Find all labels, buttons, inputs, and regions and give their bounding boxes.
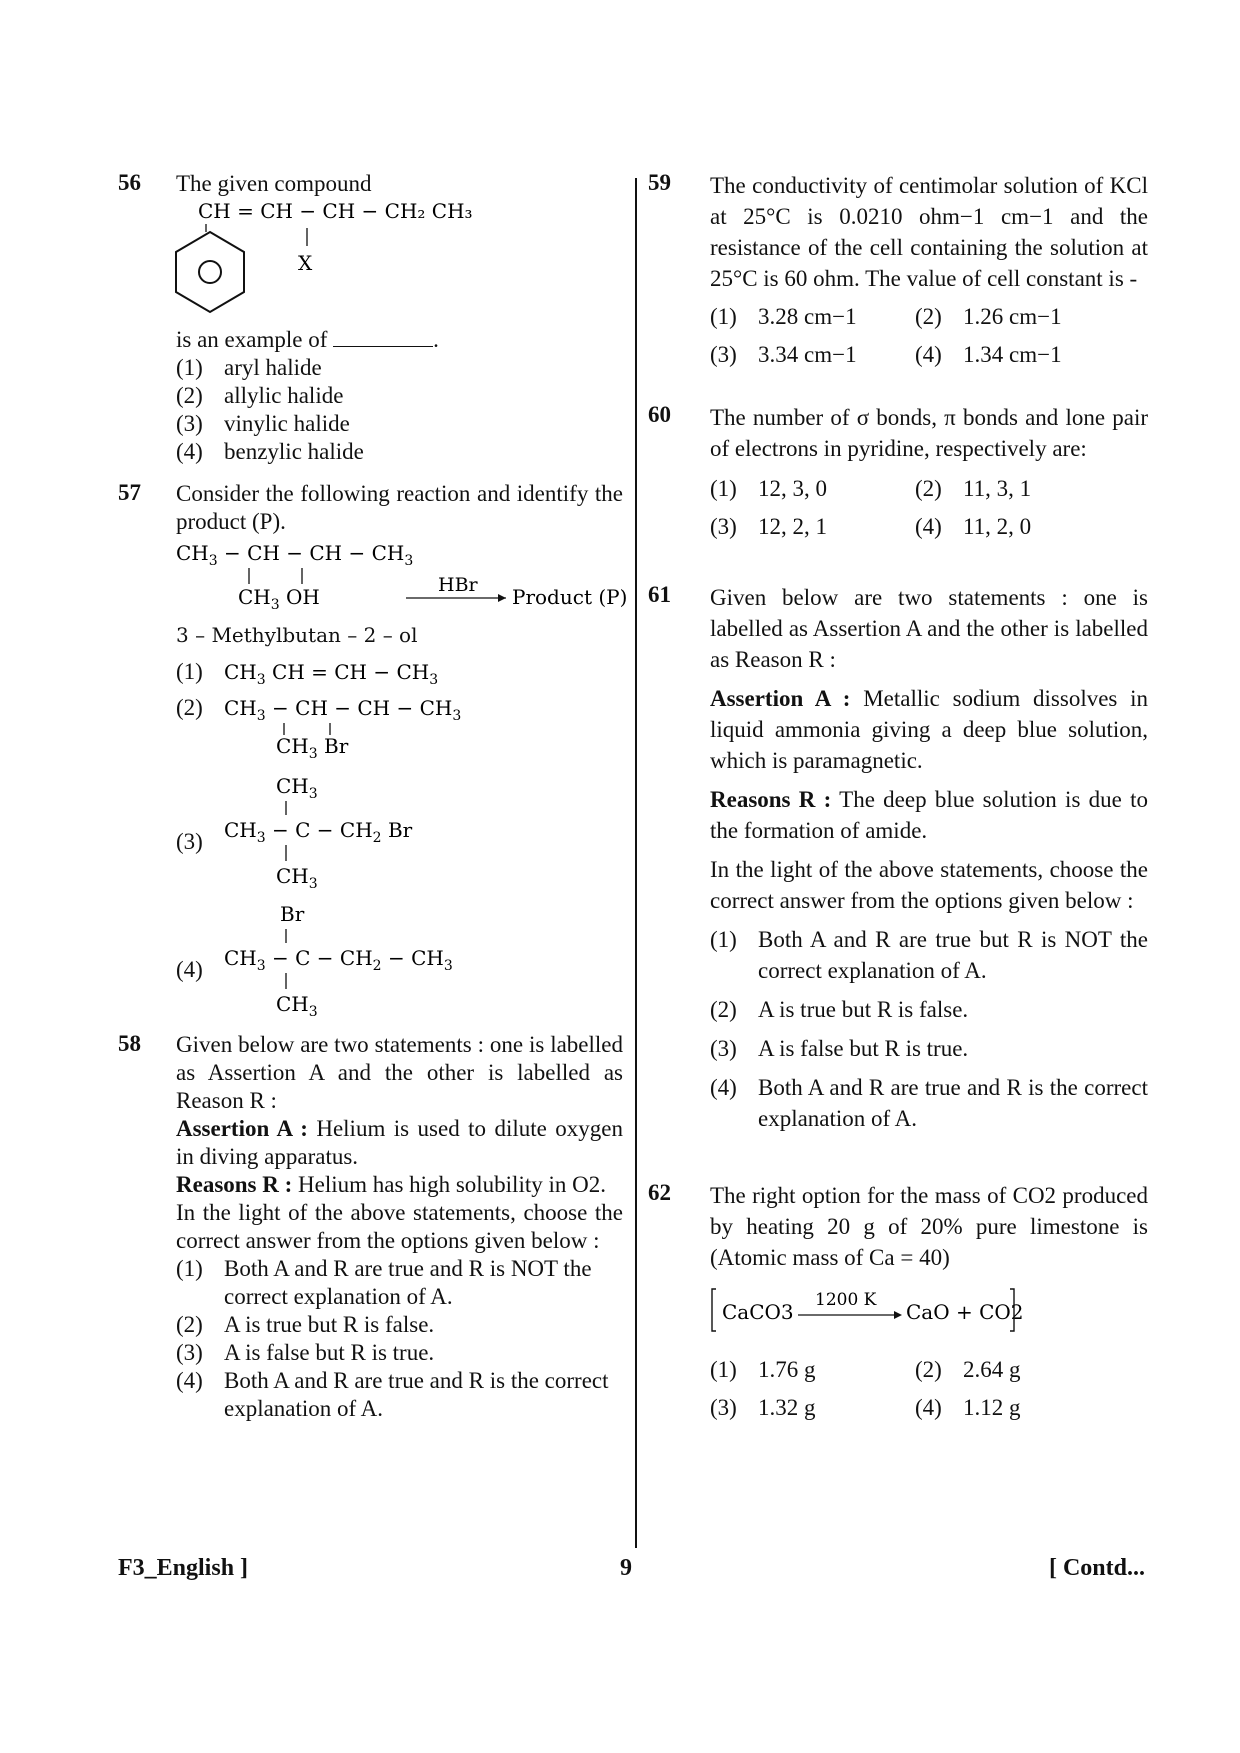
option[interactable]: (3) $CH_3$ $CH_3 - C - CH_2$ Br $CH_3$ bbox=[176, 774, 413, 892]
svg-text:CH3 − C − CH2 Br: $CH_3 - C - CH_2$ Br bbox=[224, 818, 413, 846]
option[interactable]: (1) 1.76 g bbox=[710, 1357, 816, 1382]
question-text: The given compound bbox=[176, 171, 372, 196]
structure-chain: CH = CH − CH − CH₂ CH₃ bbox=[198, 199, 473, 223]
reactant: CaCO3 bbox=[722, 1300, 794, 1324]
options-list bbox=[710, 924, 1148, 1134]
question-number: 56 bbox=[118, 170, 141, 195]
option[interactable]: (2) allylic halide bbox=[176, 383, 344, 408]
option[interactable]: (3) 3.34 cm−1 bbox=[710, 342, 857, 367]
svg-text:CH3 − C − CH2 − CH3: $CH_3 - C - CH_2 - CH_3$ bbox=[224, 946, 453, 974]
left-column bbox=[118, 170, 628, 1423]
compound-structure bbox=[176, 198, 476, 320]
compound-name: 3 – Methylbutan – 2 – ol bbox=[176, 623, 418, 647]
substituent-x: X bbox=[298, 251, 313, 275]
options-grid bbox=[710, 470, 1148, 546]
reagent-label: HBr bbox=[438, 574, 478, 596]
option[interactable]: (1) 12, 3, 0 bbox=[710, 476, 827, 501]
options-list bbox=[176, 1255, 623, 1423]
column-divider bbox=[635, 178, 637, 1548]
svg-text:CH3 CH = CH − CH3: $CH_3$ CH = CH − $CH_3$ bbox=[224, 660, 439, 688]
products: CaO + CO2 bbox=[906, 1300, 1024, 1324]
reaction-scheme bbox=[176, 536, 626, 611]
option[interactable]: (2) A is true but R is false. bbox=[176, 1312, 435, 1337]
right-column bbox=[648, 170, 1148, 1427]
option[interactable]: (4) benzylic halide bbox=[176, 439, 364, 464]
question-58 bbox=[118, 1031, 623, 1423]
option[interactable]: (4) Both A and R are true and R is the correct explanation of A. bbox=[176, 1368, 609, 1421]
svg-text:CH3 − CH − CH − CH3: $CH_3$ − CH − CH − $CH_3$ bbox=[224, 696, 462, 724]
svg-text:CH3 − CH − CH − CH3: $CH_3$ − CH − CH − $CH_3$ bbox=[176, 541, 414, 569]
option[interactable]: (3) 12, 2, 1 bbox=[710, 514, 827, 539]
option[interactable]: (3) vinylic halide bbox=[176, 411, 350, 436]
option[interactable]: (2) 11, 3, 1 bbox=[915, 476, 1032, 501]
options-list bbox=[176, 655, 623, 1019]
svg-text:CH3: $CH_3$ bbox=[276, 774, 318, 802]
options-grid bbox=[710, 298, 1148, 374]
question-61 bbox=[648, 582, 1148, 1134]
option[interactable]: (2) $CH_3$ − CH − CH − $CH_3$ $CH_3$ Br bbox=[176, 695, 462, 762]
benzene-ring bbox=[176, 232, 244, 312]
option[interactable]: (3) A is false but R is true. bbox=[710, 1036, 969, 1061]
option[interactable]: (4) 11, 2, 0 bbox=[915, 514, 1032, 539]
question-number: 57 bbox=[118, 480, 141, 505]
reaction-condition: 1200 K bbox=[815, 1290, 877, 1310]
reaction-equation bbox=[710, 1285, 1030, 1335]
instruction: In the light of the above statements, choose the correct answer from the options given below : bbox=[710, 857, 1148, 913]
question-text: The right option for the mass of CO2 produced by heating 20 g of 20% pure limestone is (Atomic mass of Ca = 40) bbox=[710, 1183, 1148, 1270]
option[interactable]: (1) aryl halide bbox=[176, 355, 322, 380]
option[interactable]: (1) Both A and R are true but R is NOT the correct explanation of A. bbox=[710, 927, 1148, 983]
option[interactable]: (4) 1.34 cm−1 bbox=[915, 342, 1062, 367]
option[interactable]: (4) Both A and R are true and R is the correct explanation of A. bbox=[710, 1075, 1148, 1131]
question-57 bbox=[118, 480, 628, 1020]
reason: Reasons R : Helium has high solubility in O2. bbox=[176, 1172, 606, 1197]
footer-continued: [ Contd... bbox=[1048, 1555, 1145, 1581]
option[interactable]: (3) 1.32 g bbox=[710, 1395, 816, 1420]
option[interactable]: (2) 2.64 g bbox=[915, 1357, 1021, 1382]
question-text: Consider the following reaction and identify the product (P). bbox=[176, 481, 623, 534]
question-intro: Given below are two statements : one is labelled as Assertion A and the other is labelled as Reason R : bbox=[176, 1032, 623, 1113]
question-text: The number of σ bonds, π bonds and lone pair of electrons in pyridine, respectively are: bbox=[710, 405, 1148, 461]
option[interactable]: (2) A is true but R is false. bbox=[710, 997, 969, 1022]
options-grid bbox=[710, 1351, 1148, 1427]
question-60 bbox=[648, 402, 1148, 546]
assertion: Assertion A : Helium is used to dilute oxygen in diving apparatus. bbox=[176, 1116, 624, 1169]
question-text: The conductivity of centimolar solution of KCl at 25°C is 0.0210 ohm−1 cm−1 and the resistance of the cell containing the solution at 25°C is 60 ohm. The value of cell constant is - bbox=[710, 173, 1148, 291]
footer-paper-code: F3_English ] bbox=[118, 1555, 249, 1581]
instruction: In the light of the above statements, choose the correct answer from the options given below : bbox=[176, 1200, 623, 1253]
question-number: 61 bbox=[648, 582, 671, 607]
option[interactable]: (1) 3.28 cm−1 bbox=[710, 304, 857, 329]
option[interactable]: (1) $CH_3$ CH = CH − $CH_3$ bbox=[176, 659, 439, 688]
option[interactable]: (1) Both A and R are true and R is NOT the correct explanation of A. bbox=[176, 1256, 592, 1309]
question-intro: Given below are two statements : one is labelled as Assertion A and the other is labelled as Reason R : bbox=[710, 585, 1148, 672]
svg-text:CH3: $CH_3$ bbox=[276, 992, 318, 1020]
option[interactable]: (4) 1.12 g bbox=[915, 1395, 1021, 1420]
option[interactable]: (2) 1.26 cm−1 bbox=[915, 304, 1062, 329]
svg-text:CH3 OH: $CH_3$ OH bbox=[238, 585, 320, 613]
svg-text:Br: Br bbox=[280, 902, 305, 926]
question-62 bbox=[648, 1180, 1148, 1427]
assertion: Assertion A : Metallic sodium dissolves in liquid ammonia giving a deep blue solution, which is paramagnetic. bbox=[710, 686, 1148, 773]
footer-page-number: 9 bbox=[620, 1555, 632, 1581]
product-label: Product (P) bbox=[512, 585, 628, 609]
option[interactable]: (3) A is false but R is true. bbox=[176, 1340, 435, 1365]
question-text-after: is an example of . bbox=[176, 327, 439, 352]
svg-text:CH3 Br: $CH_3$ Br bbox=[276, 734, 349, 762]
options-list bbox=[176, 354, 623, 466]
question-56 bbox=[118, 170, 623, 466]
question-number: 62 bbox=[648, 1180, 671, 1205]
question-59 bbox=[648, 170, 1148, 374]
option[interactable]: (4) Br $CH_3 - C - CH_2 - CH_3$ $CH_3$ bbox=[176, 902, 453, 1020]
question-number: 60 bbox=[648, 402, 671, 427]
svg-text:CH3: $CH_3$ bbox=[276, 864, 318, 892]
question-number: 59 bbox=[648, 170, 671, 195]
question-number: 58 bbox=[118, 1031, 141, 1056]
reason: Reasons R : The deep blue solution is due to the formation of amide. bbox=[710, 787, 1148, 843]
